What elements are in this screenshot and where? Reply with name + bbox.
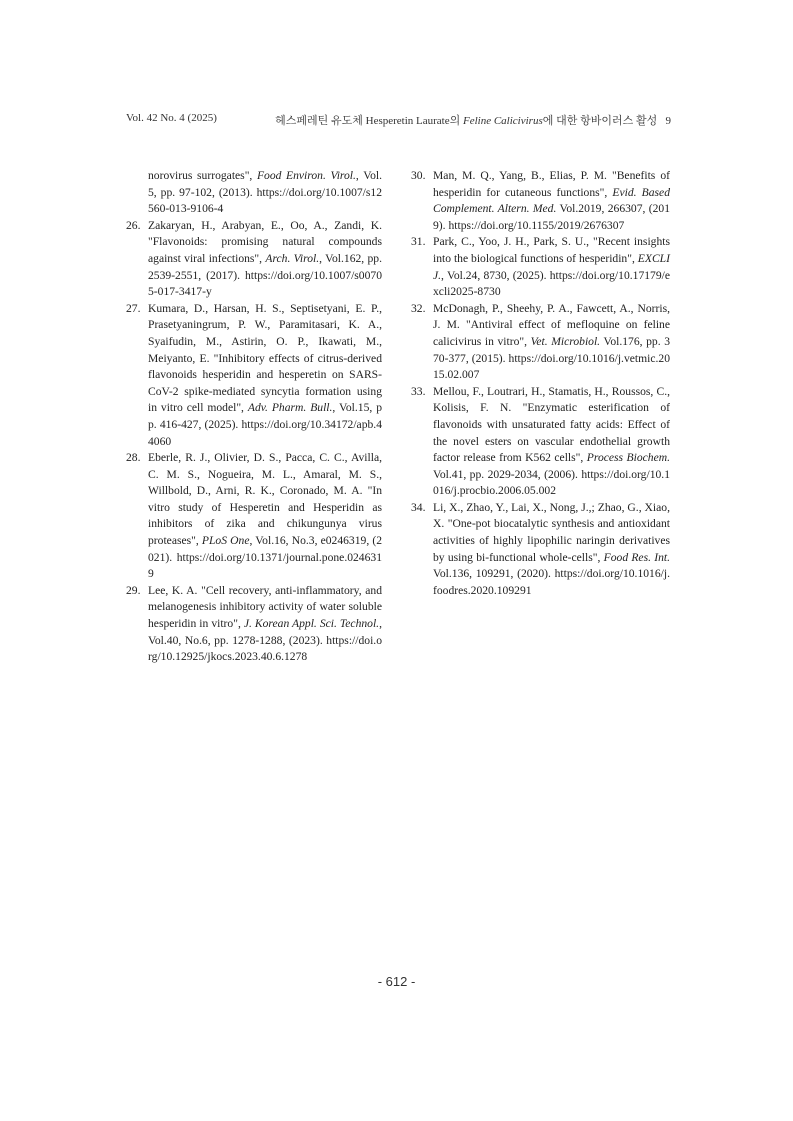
reference-journal: Arch. Virol. (265, 251, 320, 265)
reference-number: 26. (126, 218, 141, 232)
reference-number: 28. (126, 451, 141, 465)
references-right-column (411, 168, 670, 599)
reference-journal: Process Biochem. (586, 451, 670, 465)
reference-details: , Vol.5, pp. 97-102, (2013). https://doi.org/10.1007/s12560-013-9106-4 (148, 169, 383, 216)
reference-journal: PLoS One (201, 534, 250, 548)
reference-text: Eberle, R. J., Olivier, D. S., Pacca, C. C., Avilla, C. M. S., Nogueira, M. L., Amaral, M. S., Willbold, D., Arni, R. K., Coronado, M. A. "In vitro study of Hesperetin and Hesperidin as inhibitors of zika and chikungunya virus proteases", (148, 451, 382, 548)
reference-number: 29. (126, 583, 141, 597)
title-prefix: 헤스페레틴 유도체 Hesperetin Laurate의 (275, 115, 463, 127)
reference-item (126, 583, 382, 666)
reference-item (411, 384, 670, 500)
reference-number: 27. (126, 301, 141, 315)
reference-number: 30. (411, 169, 426, 182)
reference-details: Vol.41, pp. 2029-2034, (2006). https://doi.org/10.1016/j.procbio.2006.05.002 (433, 467, 670, 498)
reference-journal: Vet. Microbiol. (530, 334, 601, 348)
reference-text: McDonagh, P., Sheehy, P. A., Fawcett, A., Norris, J. M. "Antiviral effect of mefloquine on feline calicivirus in vitro", (433, 301, 670, 348)
title-suffix: 에 대한 항바이러스 활성 (542, 115, 658, 127)
reference-journal: EXCLI J. (433, 251, 670, 282)
reference-text: Mellou, F., Loutrari, H., Stamatis, H., Roussos, C., Kolisis, F. N. "Enzymatic esterification of flavonoids with unsaturated fatty acids: Effect of the novel esters on vascular endothelial growth factor release from K562 cells", (433, 384, 670, 465)
reference-item (126, 168, 382, 218)
journal-volume: Vol. 42 No. 4 (2025) (126, 112, 217, 124)
page-footer-number: - 612 - (377, 974, 416, 989)
header-page-number: 9 (665, 115, 671, 127)
running-header (126, 112, 671, 128)
reference-text: Li, X., Zhao, Y., Lai, X., Nong, J.,; Zhao, G., Xiao, X. "One-pot biocatalytic synthesis and antioxidant activities of highly lipophilic naringin derivatives by using bi-functional whole-cells", (433, 500, 670, 564)
reference-details: , Vol.40, No.6, pp. 1278-1288, (2023). https://doi.org/10.12925/jkocs.2023.40.6.1278 (148, 617, 382, 664)
reference-journal: Adv. Pharm. Bull. (247, 401, 333, 415)
reference-text: Zakaryan, H., Arabyan, E., Oo, A., Zandi, K. "Flavonoids: promising natural compounds against viral infections", (148, 218, 382, 265)
reference-text: norovirus surrogates", (148, 169, 257, 182)
reference-journal: J. Korean Appl. Sci. Technol. (243, 617, 380, 631)
reference-journal: Evid. Based Complement. Altern. Med. (433, 185, 670, 216)
reference-text: Man, M. Q., Yang, B., Elias, P. M. "Benefits of hesperidin for cutaneous functions", (433, 169, 670, 199)
references-left-column (126, 168, 382, 666)
reference-journal: Food Res. Int. (603, 550, 671, 564)
reference-details: , Vol.162, pp. 2539-2551, (2017). https://doi.org/10.1007/s00705-017-3417-y (148, 251, 383, 299)
reference-item (411, 500, 670, 600)
reference-item (411, 168, 670, 234)
reference-item (411, 234, 670, 300)
reference-details: Vol.136, 109291, (2020). https://doi.org/10.1016/j.foodres.2020.109291 (433, 567, 670, 597)
reference-item (126, 450, 382, 583)
reference-number: 31. (411, 235, 426, 249)
reference-text: Park, C., Yoo, J. H., Park, S. U., "Recent insights into the biological functions of hesperidin", (433, 235, 670, 265)
reference-number: 32. (411, 301, 426, 315)
reference-details: , Vol.16, No.3, e0246319, (2021). https://doi.org/10.1371/journal.pone.0246319 (148, 534, 383, 581)
reference-details: , Vol.15, pp. 416-427, (2025). https://doi.org/10.34172/apb.44060 (148, 401, 382, 448)
reference-number: 34. (411, 500, 426, 514)
reference-details: Vol.176, pp. 370-377, (2015). https://doi.org/10.1016/j.vetmic.2015.02.007 (433, 334, 670, 382)
reference-item (411, 301, 670, 384)
reference-item (126, 218, 382, 301)
reference-journal: Food Environ. Virol. (256, 169, 356, 182)
title-italic: Feline Calicivirus (463, 115, 543, 127)
running-title (275, 112, 671, 128)
reference-text: Kumara, D., Harsan, H. S., Septisetyani, E. P., Prasetyaningrum, P. W., Paramitasari, K. A., Syaifudin, M., Astirin, O. P., Ikawati, M., Meiyanto, E. "Inhibitory effects of citrus-derived flavonoids hesperidin and hesperetin on SARS-CoV-2 spike-mediated syncytia formation using in vitro cell model", (148, 301, 382, 415)
reference-number: 33. (411, 384, 426, 398)
reference-item (126, 301, 382, 450)
reference-details: , Vol.24, 8730, (2025). https://doi.org/10.17179/excli2025-8730 (433, 268, 670, 299)
reference-details: Vol.2019, 266307, (2019). https://doi.org/10.1155/2019/2676307 (433, 202, 670, 232)
reference-text: Lee, K. A. "Cell recovery, anti-inflammatory, and melanogenesis inhibitory activity of water soluble hesperidin in vitro", (148, 583, 382, 631)
